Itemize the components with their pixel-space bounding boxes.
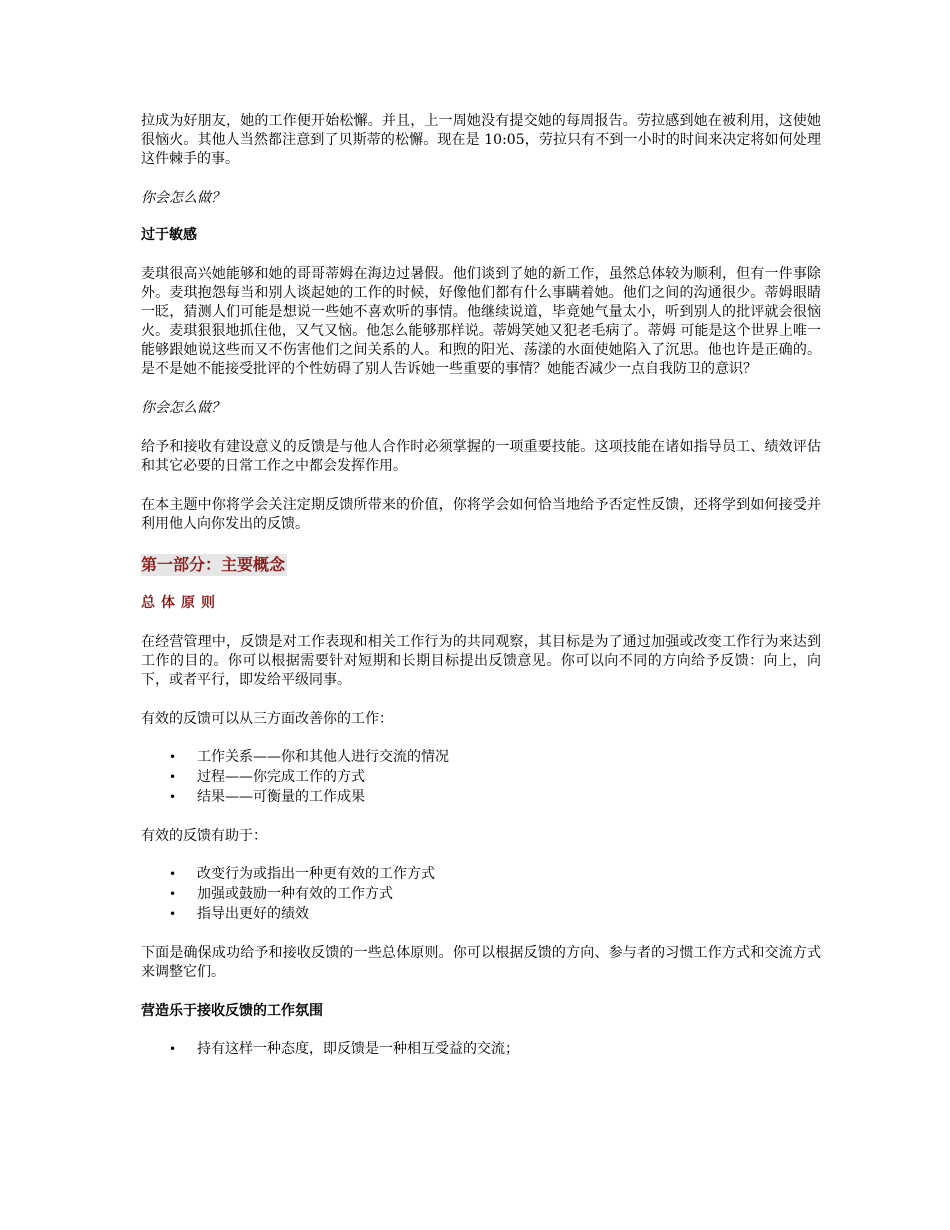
subheading-feedback-atmosphere: 营造乐于接收反馈的工作氛围 <box>141 1003 323 1019</box>
list-item-text: 工作关系——你和其他人进行交流的情况 <box>197 749 449 765</box>
bullet-icon: • <box>169 1042 177 1056</box>
list-item <box>169 787 821 807</box>
list-item-text: 过程——你完成工作的方式 <box>197 769 365 785</box>
bullet-list-3 <box>141 1039 821 1059</box>
list-item <box>169 864 821 884</box>
part1-paragraph-1: 在经营管理中，反馈是对工作表现和相关工作行为的共同观察，其目标是为了通过加强或改变工作行为来达到工作的目的。你可以根据需要针对短期和长期目标提出反馈意见。你可以向不同的方向给予反馈：向上，向下，或者平行，即发给平级同事。 <box>141 634 821 688</box>
bullet-list-1 <box>141 747 821 807</box>
list-item <box>169 1039 821 1059</box>
case-title: 过于敏感 <box>141 227 197 243</box>
part1-paragraph-4: 下面是确保成功给予和接收反馈的一些总体原则。你可以根据反馈的方向、参与者的习惯工作方式和交流方式来调整它们。 <box>141 945 821 980</box>
question-what-would-you-do-1: 你会怎么做？ <box>141 190 225 206</box>
case-paragraph: 麦琪很高兴她能够和她的哥哥蒂姆在海边过暑假。他们谈到了她的新工作，虽然总体较为顺利，但有一件事除外。麦琪抱怨每当和别人谈起她的工作的时候，好像他们都有什么事瞒着她。他们之间的沟通很少。蒂姆眼睛一眨，猜测人们可能是想说一些她不喜欢听的事情。他继续说道，毕竟她气量太小，听到别人的批评就会很恼火。麦琪狠狠地抓住他，又气又恼。他怎么能够那样说。蒂姆笑她又犯老毛病了。蒂姆 可能是这个世界上唯一能够跟她说这些而又不伤害他们之间关系的人。和煦的阳光、荡漾的水面使她陷入了沉思。他也许是正确的。是不是她不能接受批评的个性妨碍了别人告诉她一些重要的事情？她能否减少一点自我防卫的意识？ <box>141 266 821 377</box>
bullet-icon: • <box>169 887 177 901</box>
intro-paragraph-1: 拉成为好朋友，她的工作便开始松懈。并且，上一周她没有提交她的每周报告。劳拉感到她在被利用，这使她很恼火。其他人当然都注意到了贝斯蒂的松懈。现在是 10:05，劳拉只有不到一小时的时间来决定将如何处理这件棘手的事。 <box>141 113 821 167</box>
intro-paragraph-4: 在本主题中你将学会关注定期反馈所带来的价值，你将学会如何恰当地给予否定性反馈，还将学到如何接受并利用他人向你发出的反馈。 <box>141 497 821 532</box>
question-what-would-you-do-2: 你会怎么做？ <box>141 400 225 416</box>
part1-paragraph-3: 有效的反馈有助于： <box>141 828 267 844</box>
intro-paragraph-3: 给予和接收有建设意义的反馈是与他人合作时必须掌握的一项重要技能。这项技能在诸如指导员工、绩效评估和其它必要的日常工作之中都会发挥作用。 <box>141 439 821 474</box>
bullet-icon: • <box>169 750 177 764</box>
list-item-text: 持有这样一种态度，即反馈是一种相互受益的交流； <box>197 1041 519 1057</box>
part1-paragraph-2: 有效的反馈可以从三方面改善你的工作： <box>141 711 393 727</box>
list-item <box>169 747 821 767</box>
list-item-text: 结果——可衡量的工作成果 <box>197 789 365 805</box>
bullet-icon: • <box>169 867 177 881</box>
list-item <box>169 884 821 904</box>
section-heading: 第一部分：主要概念 <box>141 555 286 574</box>
section-heading-wrapper <box>141 554 821 576</box>
bullet-icon: • <box>169 790 177 804</box>
list-item <box>169 904 821 924</box>
list-item-text: 指导出更好的绩效 <box>197 906 309 922</box>
bullet-icon: • <box>169 770 177 784</box>
subsection-heading: 总体原则 <box>141 595 221 611</box>
list-item-text: 改变行为或指出一种更有效的工作方式 <box>197 866 435 882</box>
bullet-list-2 <box>141 864 821 924</box>
list-item-text: 加强或鼓励一种有效的工作方式 <box>197 886 393 902</box>
list-item <box>169 767 821 787</box>
document-page <box>141 112 821 1059</box>
bullet-icon: • <box>169 907 177 921</box>
